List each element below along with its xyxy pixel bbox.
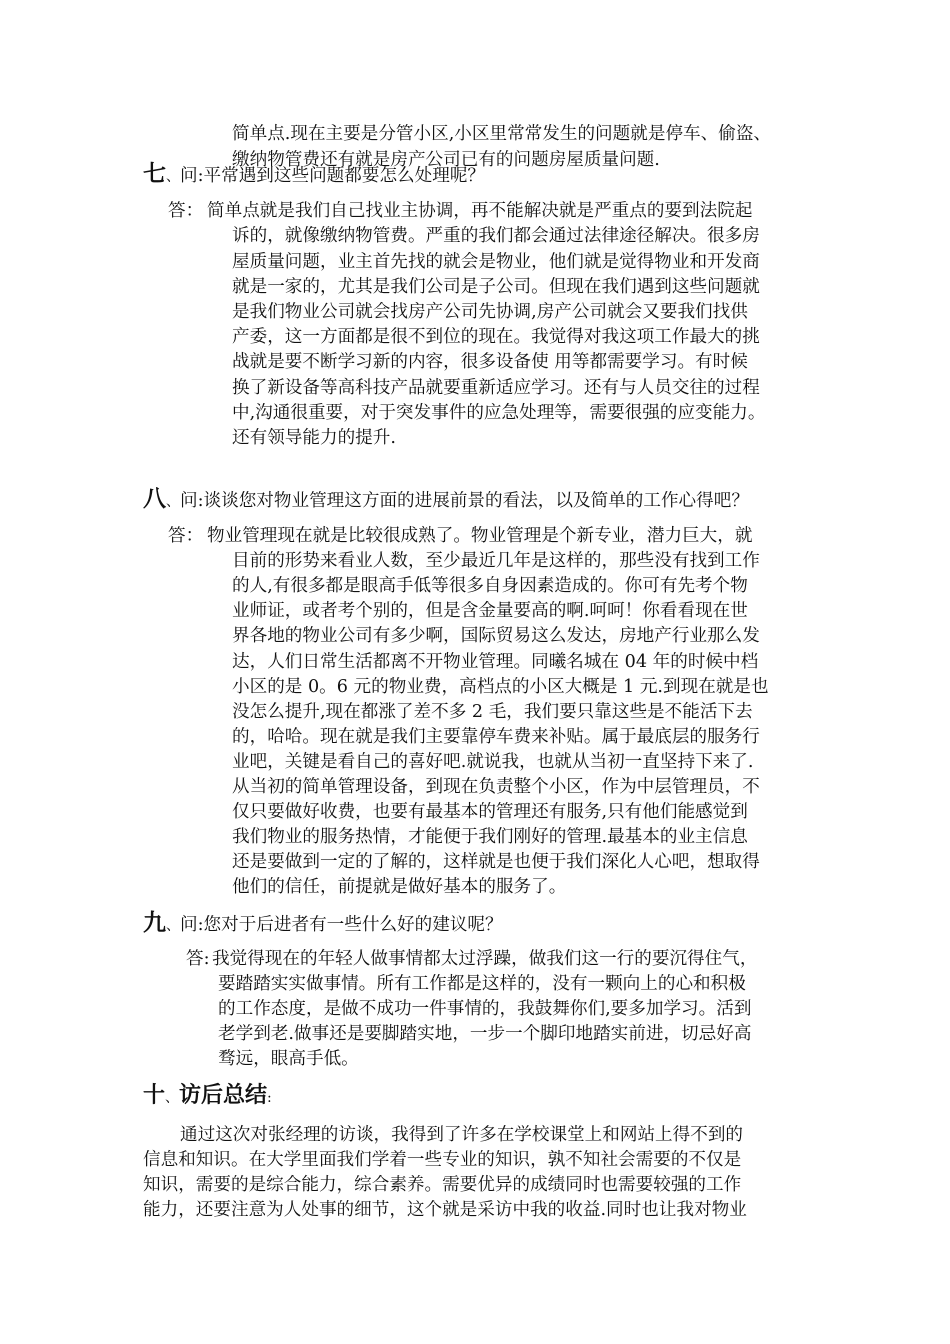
answer-7-line-7: 战就是要不断学习新的内容，很多设备使 用等都需要学习。有时候 <box>232 352 748 372</box>
answer-9-line-1: 我觉得现在的年轻人做事情都太过浮躁，做我们这一行的要沉得住气， <box>212 949 758 969</box>
summary-heading <box>143 1081 272 1113</box>
question-9-separator: 、 <box>166 918 180 934</box>
answer-9-prefix: 答: <box>186 949 210 969</box>
summary-line-4: 能力，还要注意为人处事的细节，这个就是采访中我的收益.同时也让我对物业 <box>143 1200 747 1220</box>
answer-8-line-6: 达，人们日常生活都离不开物业管理。同曦名城在 04 年的时候中档 <box>232 652 759 672</box>
answer-8-prefix: 答： <box>168 526 204 546</box>
summary-separator: 、 <box>165 1090 180 1106</box>
question-8-number: 八 <box>143 486 166 512</box>
answer-8-line-11: 从当初的简单管理设备，到现在负责整个小区，作为中层管理员，不 <box>232 777 760 797</box>
question-7-number: 七 <box>143 161 166 187</box>
intro-line-2: 缴纳物管费还有就是房产公司已有的问题房屋质量问题. <box>232 150 660 170</box>
answer-8-line-1: 物业管理现在就是比较很成熟了。物业管理是个新专业，潜力巨大，就 <box>207 526 753 546</box>
answer-8-line-5: 界各地的物业公司有多少啊，国际贸易这么发达，房地产行业那么发 <box>232 626 760 646</box>
answer-8-line-8: 没怎么提升,现在都涨了差不多 2 毛，我们要只靠这些是不能活下去 <box>232 702 753 722</box>
summary-colon: : <box>267 1090 272 1106</box>
summary-line-1: 通过这次对张经理的访谈，我得到了许多在学校课堂上和网站上得不到的 <box>180 1125 744 1145</box>
answer-9-line-3: 的工作态度，是做不成功一件事情的，我鼓舞你们,要多加学习。活到 <box>218 999 752 1019</box>
answer-7-line-6: 产委，这一方面都是很不到位的现在。我觉得对我这项工作最大的挑 <box>232 327 760 347</box>
summary-line-2: 信息和知识。在大学里面我们学着一些专业的知识，孰不知社会需要的不仅是 <box>143 1150 742 1170</box>
answer-7-line-3: 屋质量问题，业主首先找的就会是物业，他们就是觉得物业和开发商 <box>232 252 760 272</box>
answer-8-line-4: 业师证，或者考个别的，但是含金量要高的啊.呵呵！你看看现在世 <box>232 601 748 621</box>
intro-line-1: 简单点.现在主要是分管小区,小区里常常发生的问题就是停车、偷盗、 <box>232 124 772 144</box>
question-7-text: 问:平常遇到这些问题都要怎么处理呢？ <box>180 166 486 186</box>
answer-8-line-9: 的，哈哈。现在就是我们主要靠停车费来补贴。属于最底层的服务行 <box>232 727 760 747</box>
question-8-text: 问:谈谈您对物业管理这方面的进展前景的看法，以及简单的工作心得吧？ <box>180 491 749 511</box>
summary-number: 十 <box>143 1083 166 1108</box>
answer-7-line-5: 是我们物业公司就会找房产公司先协调,房产公司就会又要我们找供 <box>232 302 748 322</box>
summary-line-3: 知识，需要的是综合能力，综合素养。需要优异的成绩同时也需要较强的工作 <box>143 1175 742 1195</box>
answer-8-line-13: 我们物业的服务热情，才能便于我们刚好的管理.最基本的业主信息 <box>232 827 748 847</box>
answer-7-line-8: 换了新设备等高科技产品就要重新适应学习。还有与人员交往的过程 <box>232 378 760 398</box>
answer-8-line-15: 他们的信任，前提就是做好基本的服务了。 <box>232 877 567 897</box>
answer-7-line-9: 中,沟通很重要，对于突发事件的应急处理等，需要很强的应变能力。 <box>232 403 766 423</box>
answer-8-line-2: 目前的形势来看业人数，至少最近几年是这样的，那些没有找到工作 <box>232 551 760 571</box>
answer-8-line-3: 的人,有很多都是眼高手低等很多自身因素造成的。你可有先考个物 <box>232 576 748 596</box>
answer-9-line-5: 骛远，眼高手低。 <box>218 1049 359 1069</box>
answer-7-line-2: 诉的，就像缴纳物管费。严重的我们都会通过法律途径解决。很多房 <box>232 226 760 246</box>
summary-title: 访后总结 <box>179 1083 268 1108</box>
answer-8-line-10: 业吧，关键是看自己的喜好吧.就说我，也就从当初一直坚持下来了. <box>232 752 754 772</box>
answer-7-line-1: 简单点就是我们自己找业主协调，再不能解决就是严重点的要到法院起 <box>207 201 753 221</box>
question-9 <box>143 908 503 941</box>
question-7 <box>143 159 485 192</box>
answer-7-line-10: 还有领导能力的提升. <box>232 428 396 448</box>
question-9-number: 九 <box>143 910 166 936</box>
question-9-text: 问:您对于后进者有一些什么好的建议呢？ <box>180 915 503 935</box>
answer-9-line-2: 要踏踏实实做事情。所有工作都是这样的，没有一颗向上的心和积极 <box>218 974 746 994</box>
answer-8-line-7: 小区的是 0。6 元的物业费，高档点的小区大概是 1 元.到现在就是也 <box>232 677 769 697</box>
answer-7-line-4: 就是一家的，尤其是我们公司是子公司。但现在我们遇到这些问题就 <box>232 277 760 297</box>
question-8 <box>143 484 749 517</box>
question-7-separator: 、 <box>166 169 180 185</box>
answer-7-prefix: 答： <box>168 201 204 221</box>
answer-8-line-12: 仅只要做好收费，也要有最基本的管理还有服务,只有他们能感觉到 <box>232 802 748 822</box>
answer-9-line-4: 老学到老.做事还是要脚踏实地，一步一个脚印地踏实前进，切忌好高 <box>218 1024 752 1044</box>
question-8-separator: 、 <box>166 494 180 510</box>
answer-8-line-14: 还是要做到一定的了解的，这样就是也便于我们深化人心吧，想取得 <box>232 852 760 872</box>
